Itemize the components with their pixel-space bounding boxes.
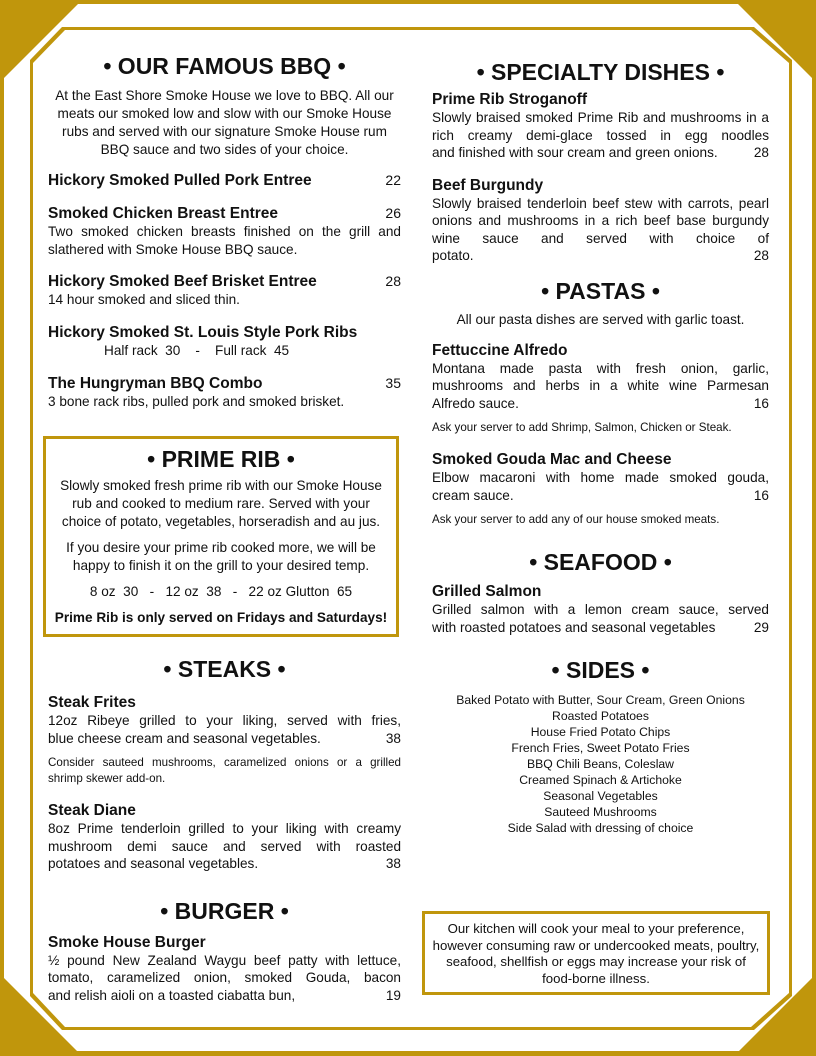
bbq-section (48, 52, 401, 410)
side-item: Sauteed Mushrooms (544, 805, 657, 819)
menu-item (48, 374, 401, 411)
item-price: 35 (385, 374, 401, 391)
prime-rib-description: Slowly smoked fresh prime rib with our Smoke House rub and cooked to medium rare. Served with your choice of potato, vegetables, horseradish and au jus. (60, 478, 382, 529)
item-description: ½ pound New Zealand Waygu beef patty with lettuce, tomato, caramelized onion, smoked Gouda, bacon (48, 952, 401, 985)
menu-item (48, 323, 401, 360)
item-name: Smoked Chicken Breast Entree (48, 205, 279, 222)
side-item: House Fried Potato Chips (530, 725, 671, 739)
pastas-intro: All our pasta dishes are served with garlic toast. (456, 311, 745, 327)
item-name: Grilled Salmon (432, 583, 542, 600)
item-description-end: potato. (432, 248, 474, 263)
menu-item (432, 341, 769, 437)
menu-item (432, 176, 769, 265)
left-column (48, 52, 401, 410)
side-item: Creamed Spinach & Artichoke (519, 773, 682, 787)
item-price: 38 (385, 856, 401, 871)
item-name: The Hungryman BBQ Combo (48, 374, 263, 392)
item-description-end: with roasted potatoes and seasonal vegetables (432, 619, 716, 635)
pastas-title: • PASTAS • (541, 277, 660, 304)
item-description: 12oz Ribeye grilled to your liking, served with fries, (48, 713, 401, 728)
item-price: 16 (753, 395, 769, 411)
item-description-end: and finished with sour cream and green onions. (432, 145, 718, 160)
prime-rib-box (43, 436, 399, 637)
item-name: Prime Rib Stroganoff (432, 91, 588, 108)
item-description: 8oz Prime tenderloin grilled to your liking with creamy mushroom demi sauce and served with roasted (48, 821, 401, 854)
item-description: Montana made pasta with fresh onion, garlic, mushrooms and herbs in a white wine Parmesan (432, 360, 769, 393)
pastas-section (432, 277, 769, 529)
menu-item (48, 933, 401, 1005)
item-description: Two smoked chicken breasts finished on the grill and slathered with Smoke House BBQ sauce. (48, 224, 401, 257)
item-note: Consider sauteed mushrooms, caramelized onions or a grilled shrimp skewer add-on. (48, 756, 401, 785)
item-note: Ask your server to add Shrimp, Salmon, Chicken or Steak. (432, 421, 732, 434)
seafood-section (432, 548, 769, 636)
menu-item (48, 801, 401, 873)
item-price: 28 (753, 145, 769, 160)
item-note: Ask your server to add any of our house smoked meats. (432, 513, 720, 526)
specialty-title: • SPECIALTY DISHES • (476, 59, 725, 85)
side-item: French Fries, Sweet Potato Fries (511, 741, 690, 755)
item-price: 16 (753, 487, 769, 503)
steaks-title: • STEAKS • (163, 656, 286, 682)
item-name: Steak Frites (48, 694, 136, 711)
item-name: Hickory Smoked St. Louis Style Pork Ribs (48, 323, 358, 341)
prime-rib-prices: 8 oz 30 - 12 oz 38 - 22 oz Glutton 65 (89, 584, 353, 599)
right-column (432, 58, 769, 836)
item-name: Smoked Gouda Mac and Cheese (432, 451, 672, 468)
menu-item (432, 90, 769, 162)
sides-list (432, 692, 769, 836)
item-name: Smoke House Burger (48, 933, 206, 951)
steaks-section (48, 655, 401, 873)
side-item: Roasted Potatoes (552, 709, 649, 723)
seafood-title: • SEAFOOD • (529, 549, 672, 575)
item-prices: Half rack 30 - Full rack 45 (104, 342, 290, 358)
item-name: Beef Burgundy (432, 176, 544, 194)
prime-rib-availability: Prime Rib is only served on Fridays and Saturdays! (54, 610, 388, 625)
item-price: 29 (753, 619, 769, 635)
item-description: Grilled salmon with a lemon cream sauce, served (432, 602, 769, 617)
prime-rib-cook-note: If you desire your prime rib cooked more, we will be happy to finish it on the grill to your desired temp. (66, 540, 376, 573)
item-price: 38 (385, 730, 401, 746)
sides-section (432, 656, 769, 836)
menu-item (48, 171, 401, 190)
burger-section (48, 897, 401, 1005)
item-price: 22 (385, 172, 401, 188)
burger-title: • BURGER • (160, 897, 289, 924)
menu-item (48, 272, 401, 309)
menu-item (48, 693, 401, 787)
bbq-title: • OUR FAMOUS BBQ • (103, 53, 346, 79)
item-description: 3 bone rack ribs, pulled pork and smoked brisket. (48, 393, 345, 409)
item-description-end: blue cheese cream and seasonal vegetables. (48, 730, 321, 746)
item-name: Hickory Smoked Beef Brisket Entree (48, 273, 317, 290)
item-name: Fettuccine Alfredo (432, 341, 568, 359)
menu-item (48, 204, 401, 258)
item-description-end: and relish aioli on a toasted ciabatta bun, (48, 987, 296, 1003)
item-description-end: potatoes and seasonal vegetables. (48, 856, 259, 871)
bbq-intro: At the East Shore Smoke House we love to BBQ. All our meats our smoked low and slow with our Smoke House rubs and served with our signature Smoke House rum BBQ sauce and two sides of your choice. (55, 88, 394, 157)
item-price: 26 (385, 205, 401, 221)
side-item: Seasonal Vegetables (543, 789, 658, 803)
sides-title: • SIDES • (551, 657, 650, 683)
item-description-end: cream sauce. (432, 487, 514, 503)
menu-item (432, 450, 769, 528)
item-price: 28 (753, 248, 769, 263)
item-name: Hickory Smoked Pulled Pork Entree (48, 172, 312, 189)
menu-item (432, 582, 769, 636)
item-description: Elbow macaroni with home made smoked gouda, (432, 470, 769, 485)
item-description-end: Alfredo sauce. (432, 395, 519, 411)
food-safety-warning-text: Our kitchen will cook your meal to your preference, however consuming raw or undercooked meats, poultry, seafood, shellfish or eggs may increase your risk of food-borne illness. (432, 921, 760, 986)
item-description: 14 hour smoked and sliced thin. (48, 292, 240, 307)
item-price: 19 (385, 987, 401, 1003)
food-safety-warning-box (422, 911, 770, 995)
item-name: Steak Diane (48, 802, 136, 819)
specialty-section (432, 58, 769, 265)
side-item: Side Salad with dressing of choice (507, 821, 694, 835)
item-description: Slowly braised smoked Prime Rib and mushrooms in a rich creamy demi-glace tossed in egg noodles (432, 110, 769, 143)
side-item: BBQ Chili Beans, Coleslaw (527, 757, 674, 771)
prime-rib-title: • PRIME RIB • (147, 446, 295, 472)
item-description: Slowly braised tenderloin beef stew with carrots, pearl onions and mushrooms in a rich beef base burgundy wine sauce and served with choice of (432, 195, 769, 246)
side-item: Baked Potato with Butter, Sour Cream, Green Onions (456, 693, 745, 707)
left-column-lower (48, 655, 401, 1004)
item-price: 28 (385, 273, 401, 289)
